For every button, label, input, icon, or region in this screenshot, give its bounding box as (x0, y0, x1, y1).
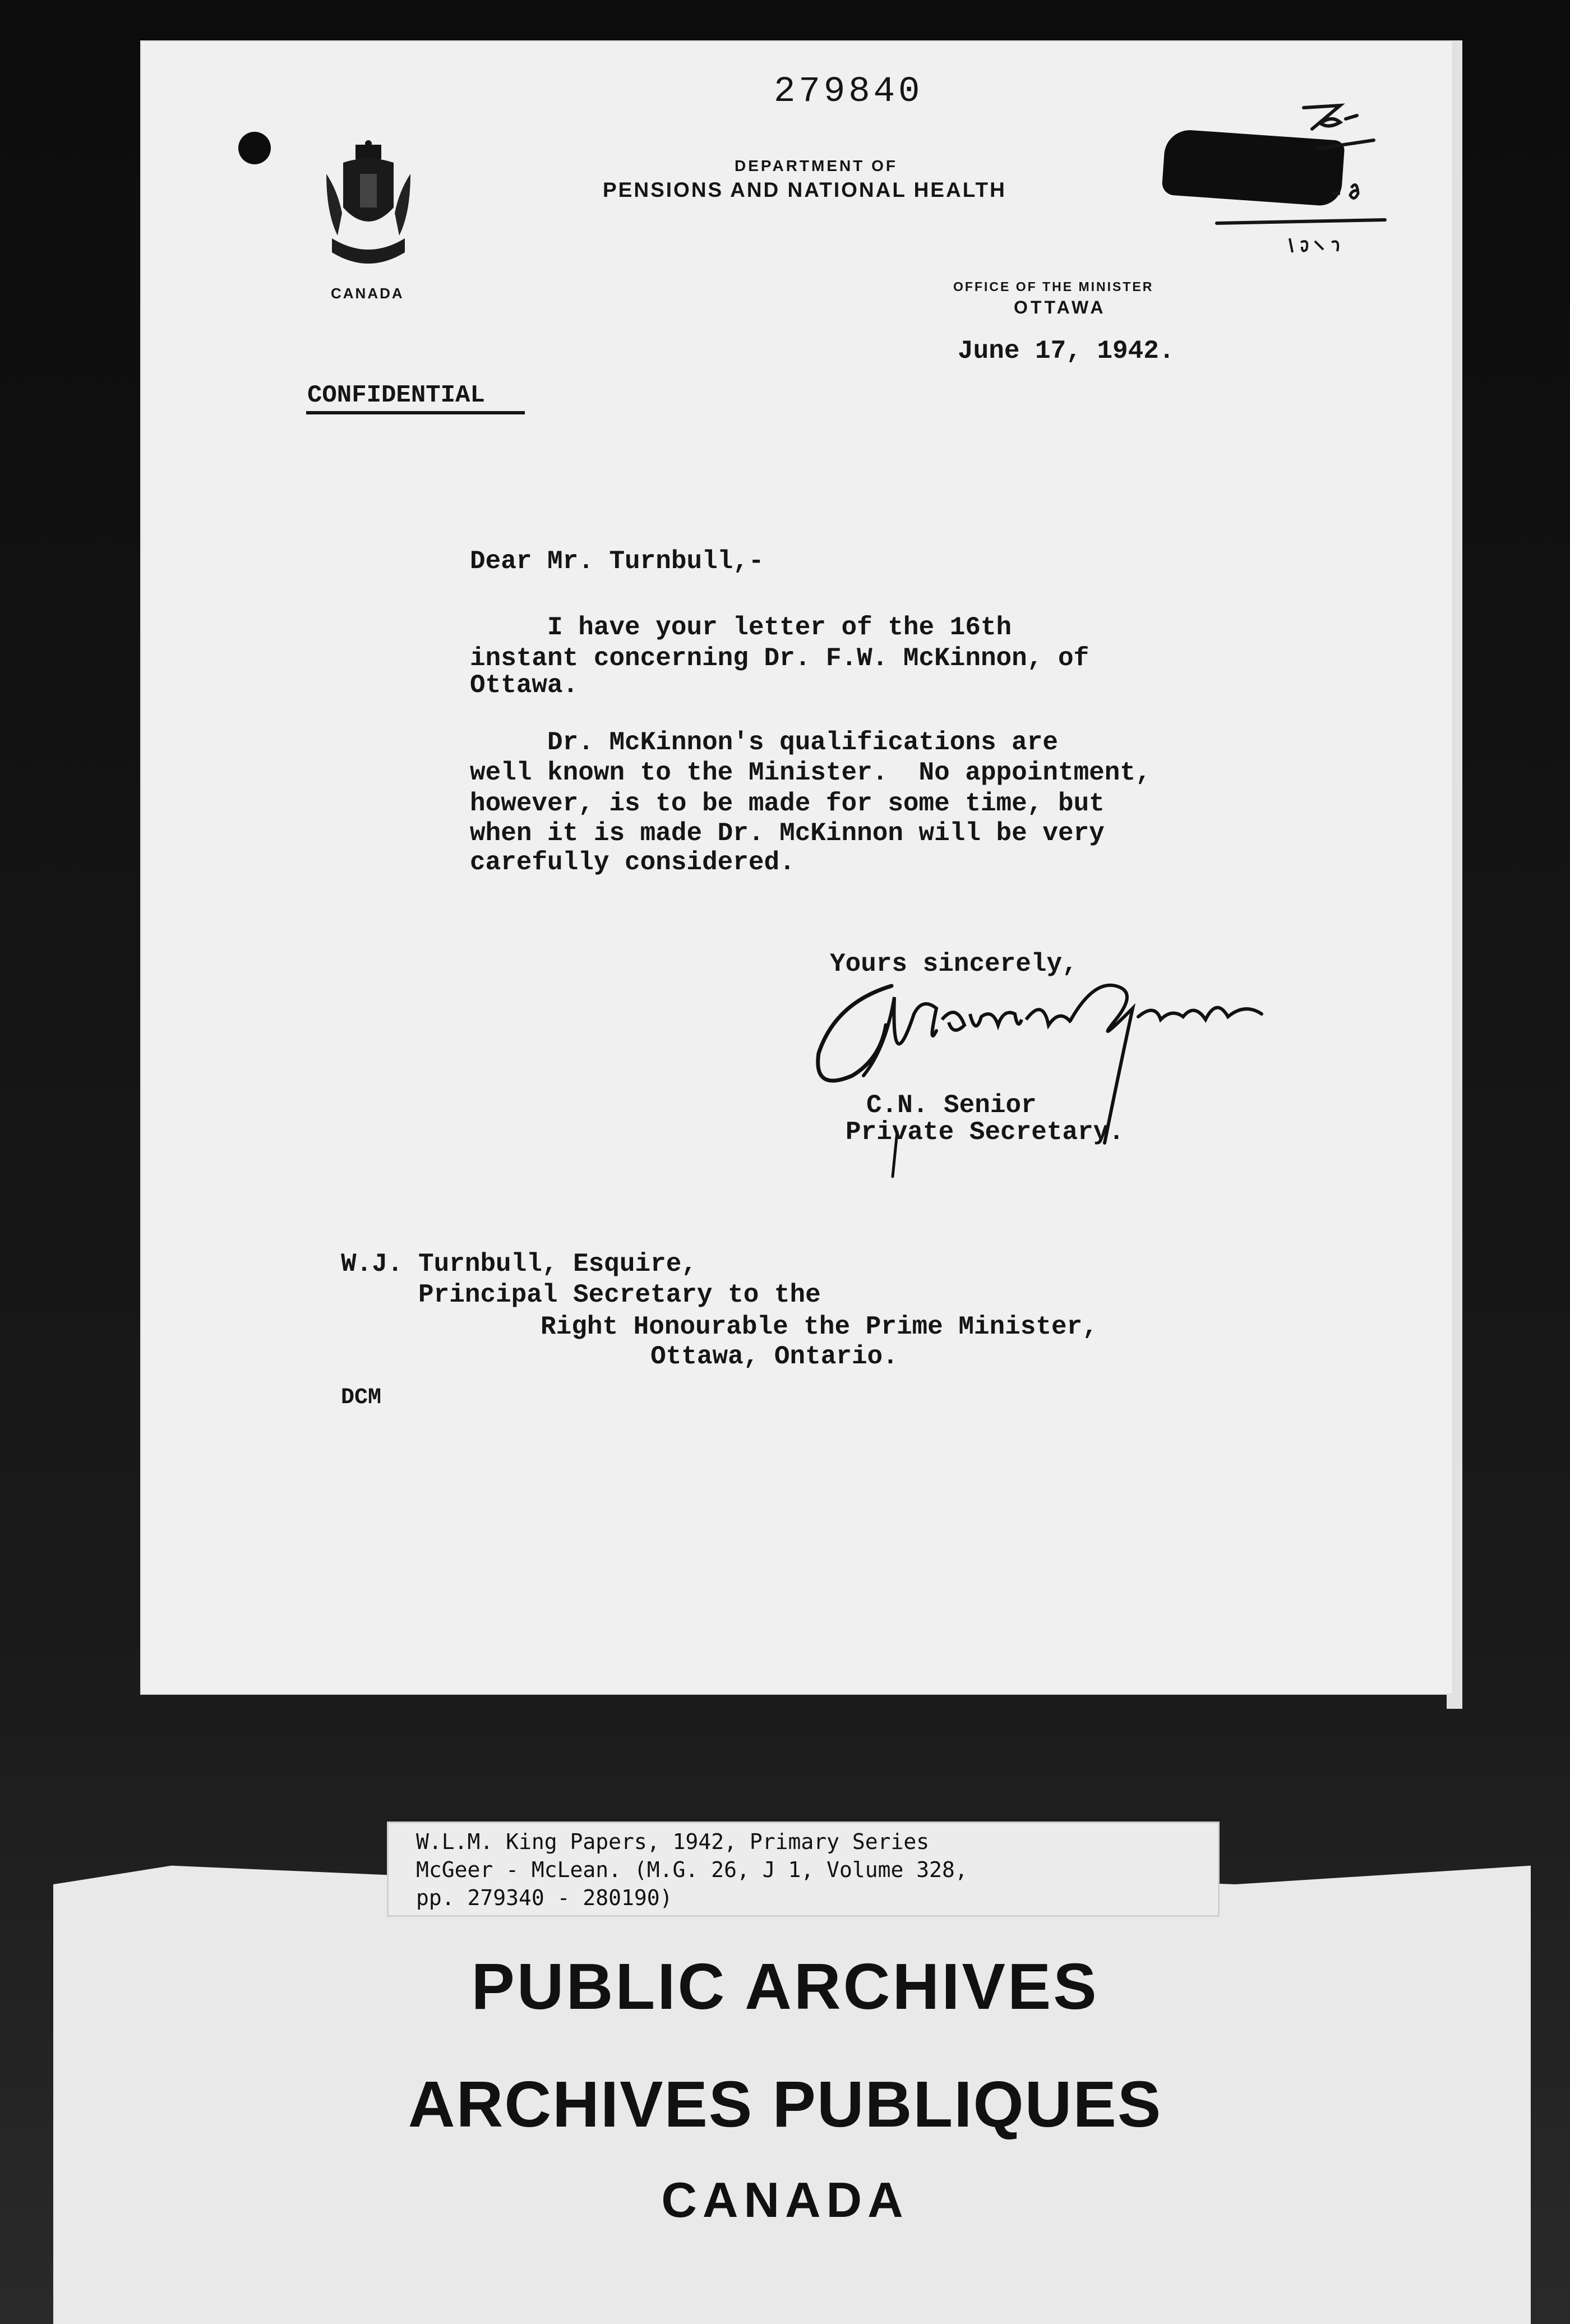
archive-stamp-line2: ARCHIVES PUBLIQUES (408, 2068, 1162, 2141)
archive-label-line: pp. 279340 - 280190) (416, 1885, 673, 1910)
department-line2: PENSIONS AND NATIONAL HEALTH (603, 178, 1006, 201)
classification-underline (306, 411, 525, 414)
paragraph2-line: well known to the Minister. No appointment, (470, 758, 1151, 787)
paragraph2-line: however, is to be made for some time, but (470, 789, 1105, 818)
salutation: Dear Mr. Turnbull,- (470, 547, 764, 576)
archive-label-line: McGeer - McLean. (M.G. 26, J 1, Volume 328, (416, 1857, 968, 1882)
paragraph1-line: Ottawa. (470, 671, 579, 700)
paragraph1-line: I have your letter of the 16th (470, 613, 1012, 642)
handwritten-file-mark (1172, 95, 1407, 264)
signatory-name: C.N. Senior (866, 1091, 1037, 1120)
paragraph2-line: carefully considered. (470, 848, 795, 877)
punch-hole (238, 132, 271, 164)
office-line: OFFICE OF THE MINISTER (953, 279, 1154, 294)
archive-stamp-line3: CANADA (661, 2172, 909, 2228)
archive-stamp-line1: PUBLIC ARCHIVES (471, 1950, 1099, 2023)
letter-date: June 17, 1942. (958, 336, 1175, 366)
addressee-line: W.J. Turnbull, Esquire, (341, 1249, 697, 1279)
addressee-line: Principal Secretary to the (341, 1280, 821, 1309)
closing: Yours sincerely, (830, 949, 1078, 979)
city-line: OTTAWA (1014, 297, 1106, 317)
classification-marking: CONFIDENTIAL (307, 381, 485, 409)
signatory-title: Private Secretary. (846, 1118, 1124, 1147)
paragraph1-line: instant concerning Dr. F.W. McKinnon, of (470, 644, 1089, 673)
coat-of-arms-icon (321, 140, 416, 278)
department-line1: DEPARTMENT OF (735, 157, 898, 174)
handwritten-signature (802, 963, 1318, 1188)
paragraph2-line: when it is made Dr. McKinnon will be very (470, 819, 1105, 848)
addressee-line: Right Honourable the Prime Minister, (386, 1312, 1098, 1341)
document-number: 279840 (774, 72, 923, 112)
paragraph2-line: Dr. McKinnon's qualifications are (470, 728, 1058, 757)
crest-label: CANADA (331, 285, 404, 302)
archive-label-line: W.L.M. King Papers, 1942, Primary Series (416, 1829, 930, 1854)
addressee-line: Ottawa, Ontario. (341, 1342, 898, 1371)
typist-initials: DCM (341, 1385, 382, 1410)
